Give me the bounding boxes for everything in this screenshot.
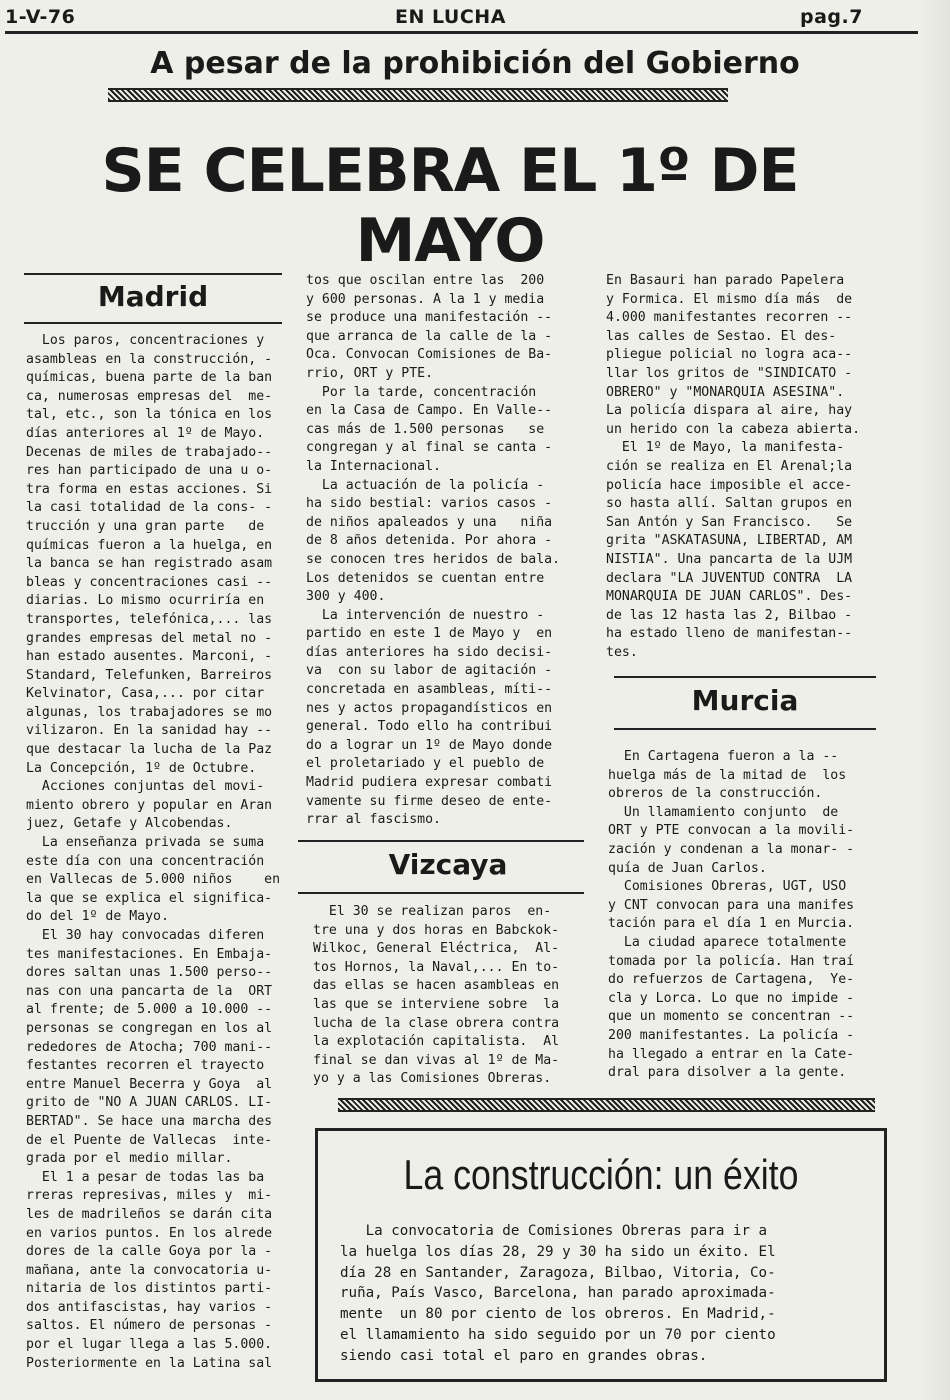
section-title-vizcaya: Vizcaya [388,848,508,881]
text-line: personas se congregan en los al [26,1020,273,1036]
text-line: yo y a las Comisiones Obreras. [313,1071,552,1087]
text-line: en varios puntos. En los alrede [26,1225,273,1241]
text-line: res han participado de una u o- [26,463,273,479]
text-line: saltos. El número de personas - [26,1318,273,1334]
text-line: mente un 80 por ciento de los obreros. En Madrid,- [340,1306,776,1323]
text-line: pliegue policial no logra aca-- [606,347,853,363]
text-line: ORT y PTE convocan a la movili- [608,823,855,839]
text-line: al frente; de 5.000 a 10.000 -- [26,1002,273,1018]
text-line: Los paros, concentraciones y [26,333,265,348]
text-line: cas más de 1.500 personas se [306,421,545,437]
text-line: 4.000 manifestantes recorren -- [606,310,853,326]
text-line: la banca se han registrado asam [26,556,273,572]
murcia-bottom-rule [614,728,876,730]
box-article-text [340,1221,776,1367]
text-line: juez, Getafe y Alcobendas. [26,816,233,832]
text-line: nas con una pancarta de la ORT [26,983,273,999]
text-line: que un momento se concentran -- [608,1009,855,1025]
text-line: grito de "NO A JUAN CARLOS. LI- [26,1095,273,1111]
section-title-murcia: Murcia [691,684,799,717]
text-line: el llamamiento ha sido seguido por un 70 por ciento [340,1326,776,1343]
text-line: grandes empresas del metal no - [26,630,273,646]
text-line: Comisiones Obreras, UGT, USO [608,879,847,895]
text-line: NISTIA". Una pancarta de la UJM [606,551,853,567]
text-line: nitaria de los distintos parti- [26,1281,273,1297]
text-line: algunas, los trabajadores se mo [26,704,273,720]
text-line: la que se explica el significa- [26,890,273,906]
text-line: San Antón y San Francisco. Se [606,514,853,530]
text-line: ha llegado a entrar en la Cate- [608,1046,855,1062]
text-line: Kelvinator, Casa,... por citar [26,686,265,702]
text-line: final se dan vivas al 1º de Ma- [313,1052,560,1068]
text-line: obreros de la construcción. [608,786,823,802]
text-line: va con su labor de agitación - [306,663,553,679]
section-title-madrid: Madrid [97,280,209,313]
text-line: diarias. Lo mismo ocurriría en [26,593,265,609]
text-line: En Cartagena fueron a la -- [608,749,839,764]
text-line: dores saltan unas 1.500 perso-- [26,965,273,981]
text-line: huelga más de la mitad de los [608,767,847,783]
text-line: El 30 se realizan paros en- [313,904,552,919]
text-line: en Vallecas de 5.000 niños en [26,872,281,888]
text-line: Un llamamiento conjunto de [608,804,839,820]
issue-date: 1-V-76 [5,6,76,28]
text-line: partido en este 1 de Mayo y en [306,626,553,642]
text-line: mañana, ante la convocatoria u- [26,1262,273,1278]
text-line: Los detenidos se cuentan entre [306,570,545,586]
text-line: El 1 a pesar de todas las ba [26,1169,265,1185]
text-line: químicas fueron a la huelga, en [26,537,273,553]
text-line: tos que oscilan entre las 200 [306,273,545,288]
text-line: nes y actos propagandísticos en [306,700,553,716]
text-line: que destacar la lucha de la Paz [26,742,273,758]
text-line: 300 y 400. [306,589,386,605]
vizcaya-article-continued [606,272,860,662]
text-line: de el Puente de Vallecas inte- [26,1132,273,1148]
text-line: las que se interviene sobre la [313,996,560,1012]
text-line: do del 1º de Mayo. [26,909,169,925]
text-line: BERTAD". Se hace una marcha des [26,1113,273,1129]
text-line: tes. [606,644,638,660]
text-line: y Formica. El mismo día más de [606,291,853,307]
text-line: dores de la calle Goya por la - [26,1244,273,1260]
text-line: El 30 hay convocadas diferen [26,928,265,943]
text-line: vamente su firme deseo de ente- [306,793,553,809]
text-line: El 1º de Mayo, la manifesta- [606,440,845,456]
text-line: ha estado lleno de manifestan-- [606,626,853,642]
text-line: lucha de la clase obrera contra [313,1015,560,1031]
madrid-bottom-rule [24,322,282,324]
text-line: OBRERO" y "MONARQUIA ASESINA". [606,384,845,400]
text-line: Posteriormente en la Latina sal [26,1355,273,1371]
text-line: han estado ausentes. Marconi, - [26,649,273,665]
text-line: grada por el medio millar. [26,1151,233,1167]
text-line: ción se realiza en El Arenal;la [606,458,853,474]
text-line: dos antifascistas, hay varios - [26,1299,273,1315]
kicker-headline: A pesar de la prohibición del Gobierno [150,46,800,81]
text-line: tra forma en estas acciones. Si [26,481,273,497]
text-line: asambleas en la construcción, - [26,351,273,367]
text-line: En Basauri han parado Papelera [606,273,845,288]
text-line: Por la tarde, concentración [306,384,537,400]
text-line: días anteriores ha sido decisi- [306,644,553,660]
text-line: La enseñanza privada se suma [26,835,265,851]
text-line: miento obrero y popular en Aran [26,797,273,813]
text-line: ha sido bestial: varios casos - [306,496,553,512]
text-line: un herido con la cabeza abierta. [606,421,861,437]
text-line: que arranca de la calle de la - [306,328,553,344]
text-line: les de madrileños se darán cita [26,1206,273,1222]
text-line: de las 12 hasta las 2, Bilbao - [606,607,853,623]
murcia-top-rule [614,676,876,678]
text-line: de 8 años detenida. Por ahora - [306,533,553,549]
text-line: entre Manuel Becerra y Goya al [26,1076,273,1092]
text-line: congregan y al final se canta - [306,440,553,456]
text-line: tre una y dos horas en Babckok- [313,922,560,938]
text-line: bleas y concentraciones casi -- [26,574,273,590]
text-line: Standard, Telefunken, Barreiros [26,667,273,683]
text-line: las calles de Sestao. El des- [606,328,837,344]
vizcaya-top-rule [298,840,584,842]
madrid-top-rule [24,273,282,275]
text-line: rededores de Atocha; 700 mani-- [26,1039,273,1055]
hatched-divider-bottom [338,1098,875,1112]
text-line: Decenas de miles de trabajado-- [26,444,273,460]
text-line: este día con una concentración [26,853,265,869]
construction-boxed-article [315,1128,887,1382]
text-line: La Concepción, 1º de Octubre. [26,760,257,776]
text-line: concretada en asambleas, míti-- [306,682,553,698]
text-line: días anteriores al 1º de Mayo. [26,425,265,441]
text-line: policía hace imposible el acce- [606,477,853,493]
text-line: La convocatoria de Comisiones Obreras para ir a [340,1223,768,1239]
text-line: zación y condenan a la monar- - [608,841,855,857]
text-line: 200 manifestantes. La policía - [608,1027,855,1043]
text-line: la explotación capitalista. Al [313,1034,560,1050]
text-line: transportes, telefónica,... las [26,611,273,627]
text-line: do refuerzos de Cartagena, Ye- [608,972,855,988]
text-line: Oca. Convocan Comisiones de Ba- [306,347,553,363]
text-line: llar los gritos de "SINDICATO - [606,365,853,381]
text-line: MONARQUIA DE JUAN CARLOS". Des- [606,589,853,605]
text-line: tomada por la policía. Han traí [608,953,855,969]
header-rule [5,31,918,34]
text-line: la Internacional. [306,458,441,474]
text-line: el proletariado y el pueblo de [306,756,545,772]
text-line: festantes recorren el trayecto [26,1058,265,1074]
text-line: Madrid pudiera expresar combati [306,775,553,791]
text-line: y 600 personas. A la 1 y media [306,291,545,307]
text-line: Acciones conjuntas del movi- [26,779,265,795]
text-line: La intervención de nuestro - [306,607,545,623]
text-line: en la Casa de Campo. En Valle-- [306,403,553,419]
text-line: y CNT convocan para una manifes [608,897,855,913]
madrid-article-text [26,332,280,1373]
text-line: rrio, ORT y PTE. [306,365,434,381]
text-line: trucción y una gran parte de [26,518,265,534]
text-line: se conocen tres heridos de bala. [306,551,561,567]
text-line: la huelga los días 28, 29 y 30 ha sido un éxito. El [340,1243,776,1260]
hatched-divider-top [108,88,728,102]
text-line: La actuación de la policía - [306,477,545,493]
main-headline: SE CELEBRA EL 1º DE MAYO [101,136,799,276]
text-line: declara "LA JUVENTUD CONTRA LA [606,570,853,586]
text-line: químicas, buena parte de la ban [26,370,273,386]
vizcaya-bottom-rule [298,892,584,894]
text-line: tal, etc., son la tónica en los [26,407,273,423]
text-line: rreras represivas, miles y mi- [26,1188,273,1204]
text-line: tes manifestaciones. En Embaja- [26,946,273,962]
madrid-article-continued [306,272,560,830]
text-line: rrar al fascismo. [306,812,441,828]
vizcaya-article-text [313,903,559,1089]
text-line: Wilkoc, General Eléctrica, Al- [313,941,560,957]
text-line: cla y Lorca. Lo que no impide - [608,990,855,1006]
text-line: La policía dispara al aire, hay [606,403,853,419]
text-line: grita "ASKATASUNA, LIBERTAD, AM [606,533,853,549]
text-line: so hasta allí. Saltan grupos en [606,496,853,512]
text-line: ca, numerosas empresas del me- [26,388,273,404]
text-line: siendo casi total el paro en grandes obras. [340,1347,708,1364]
text-line: vilizaron. En la sanidad hay -- [26,723,273,739]
text-line: por el lugar llega a las 5.000. [26,1337,273,1353]
text-line: de niños apaleados y una niña [306,514,553,530]
text-line: quía de Juan Carlos. [608,860,767,876]
text-line: tación para el día 1 en Murcia. [608,916,855,932]
text-line: ruña, País Vasco, Barcelona, han parado aproximada- [340,1285,776,1302]
text-line: tos Hornos, la Naval,... En to- [313,959,560,975]
box-title: La construcción: un éxito [403,1151,799,1198]
text-line: la casi totalidad de la cons- - [26,500,273,516]
text-line: general. Todo ello ha contribui [306,719,553,735]
page-edge-shadow [920,0,950,1400]
text-line: das ellas se hacen asambleas en [313,978,560,994]
text-line: La ciudad aparece totalmente [608,934,847,950]
text-line: día 28 en Santander, Zaragoza, Bilbao, Vitoria, Co- [340,1264,776,1281]
publication-name: EN LUCHA [395,6,506,28]
text-line: dral para disolver a la gente. [608,1065,847,1081]
murcia-article-text [608,748,854,1083]
text-line: se produce una manifestación -- [306,310,553,326]
text-line: do a lograr un 1º de Mayo donde [306,737,553,753]
page-number: pag.7 [800,6,863,28]
